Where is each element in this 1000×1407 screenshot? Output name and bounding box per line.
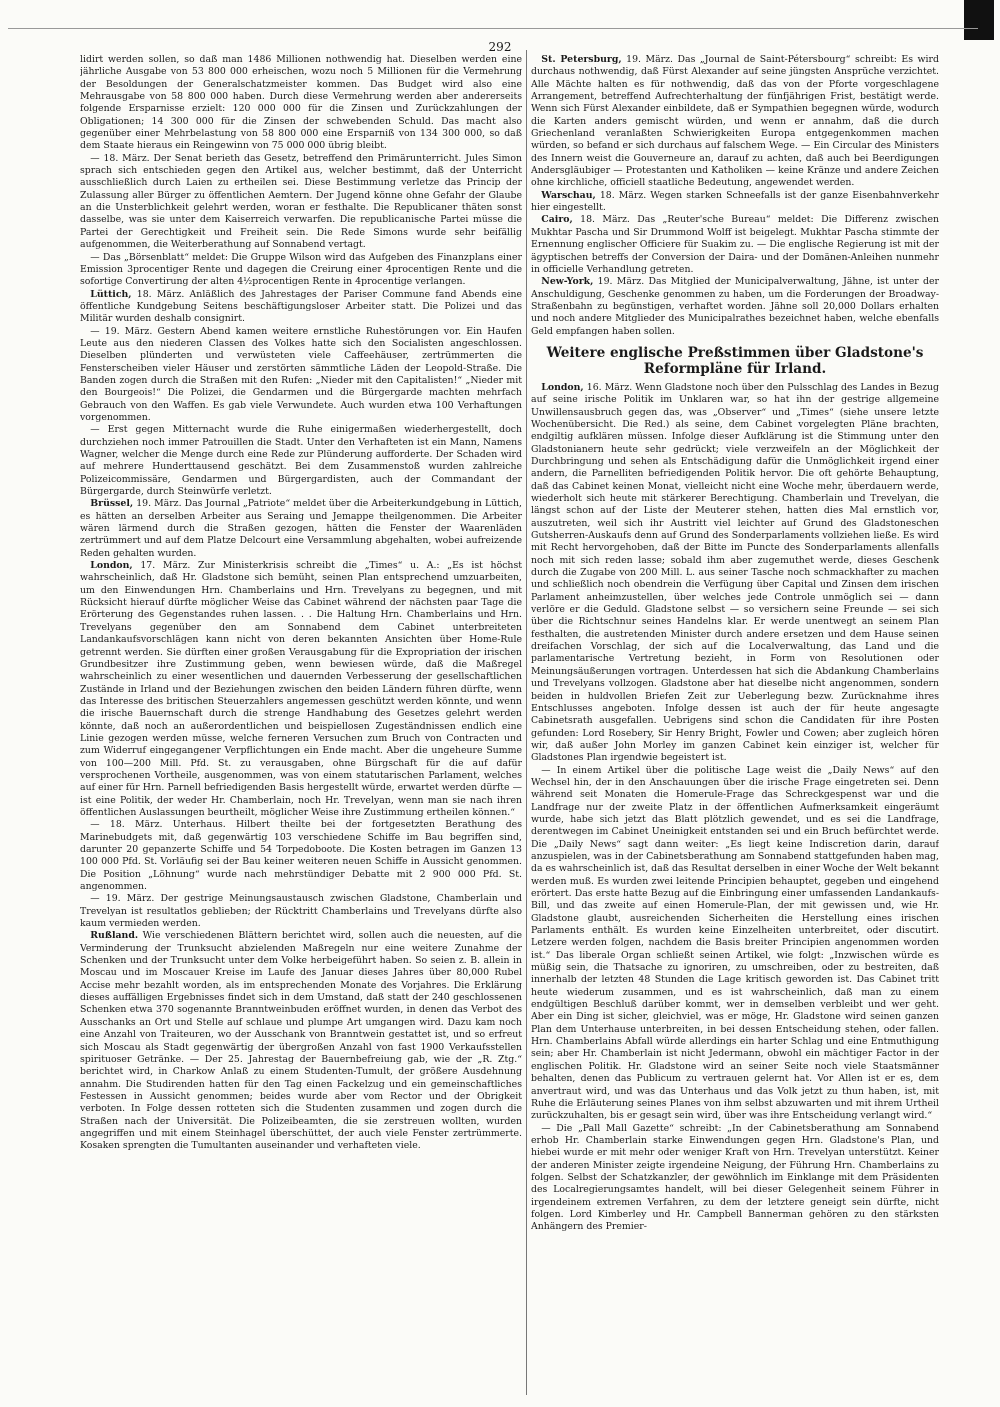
paragraph-text: — Erst gegen Mitternacht wurde die Ruhe einigermaßen wiederhergestellt, doch durchziehen noch immer Patrouillen die Stadt. Unter den Verhafteten ist ein Mann, Namens Wagner, welcher die Menge durch eine Rede zur Plünderung aufforderte. Der Schaden wird auf mehrere Hunderttausend geschätzt. Bei dem Zusammenstoß wurden zahlreiche Polizeicommissäre, Gendarmen und Bürgergardisten, auch der Commandant der Bürgergarde, durch Steinwürfe verletzt. [80,424,522,498]
paragraph-text: 18. März. Wegen starken Schneefalls ist der ganze Eisenbahnverkehr hier eingestellt. [531,189,939,214]
article-paragraph [80,54,522,153]
article-paragraph [531,1123,939,1234]
dateline: Cairo, [541,214,573,226]
paragraph-text: — 19. März. Der gestrige Meinungsaustausch zwischen Gladstone, Chamberlain und Trevelyan ist resultatlos geblieben; der Rücktritt Chamberlains und Trevelyans dürfte also kaum vermieden werden. [80,893,522,930]
dateline: Brüssel, [90,498,134,510]
page-number: 292 [488,40,512,54]
article-paragraph [531,190,939,215]
paragraph-text: 19. März. Das Journal „Patriote“ meldet über die Arbeiterkundgebung in Lüttich, es hätten an derselben Arbeiter aus Seraing und Jemappe theilgenommen. Die Arbeiter wären lärmend durch die Straßen gezogen, hätten die Fenster der Waarenläden zertrümmert und auf dem Platze Delcourt eine Versammlung abgehalten, wobei aufreizende Reden gehalten wurden. [80,498,522,559]
dateline: Warschau, [541,189,596,201]
paragraph-text: Wie verschiedenen Blättern berichtet wird, sollen auch die neuesten, auf die Verminderung der Trunksucht abzielenden Maßregeln nur eine weitere Zunahme der Schenken und der Trunksucht unter dem Volke herbeigeführt haben. So seien z. B. allein in Moscau und im Moscauer Kreise im Laufe des Januar dieses Jahres über 80,000 Rubel Accise mehr bezahlt worden, als im entsprechenden Monate des Vorjahres. Die Erklärung dieses auffälligen Ergebnisses findet sich in dem Umstand, daß statt der 240 geschlossenen Schenken etwa 370 sogenannte Branntweinbuden eröffnet wurden, in denen das Verbot des Ausschanks an Ort und Stelle auf schlaue und plumpe Art umgangen wird. Dazu kam noch eine Anzahl von Traiteuren, wo der Ausschank von Branntwein gestattet ist, und so erfreut sich Moscau als Stadt gegenwärtig der übergroßen Anzahl von fast 1900 Verkaufsstellen spirituoser Getränke. — Der 25. Jahrestag der Bauernbefreiung gab, wie der „R. Ztg.“ berichtet wird, in Charkow Anlaß zu einem Studenten-Tumult, der größere Ausdehnung annahm. Die Studirenden hatten für den Tag einen Fackelzug und ein gemeinschaftliches Festessen in Aussicht genommen; beides wurde aber vom Rector und der Obrigkeit verboten. In Folge dessen rotteten sich die Studenten zusammen und zogen durch die Straßen nach der Universität. Die Polizeibeamten, die sie zerstreuen wollten, wurden angegriffen und mit einem Steinhagel überschüttet, der auch viele Fenster zertrümmerte. Kosaken sprengten die Tumultanten auseinander und verhafteten viele. [80,930,522,1152]
article-paragraph [80,498,522,560]
left-column [80,54,522,1394]
paragraph-text: — In einem Artikel über die politische Lage weist die „Daily News“ auf den Wechsel hin, der in den Anschauungen über die irische Frage eingetreten sei. Denn während seit Monaten die Homerule-Frage das Schreckgespenst war und die Landfrage nur der zweite Platz in der öffentlichen Aufmerksamkeit eingeräumt wurde, habe sich jetzt das Blatt plötzlich gewendet, und es sei die Landfrage, derentwegen im Cabinet Uneinigkeit entstanden sei und ein Bruch befürchtet werde. Die „Daily News“ sagt dann weiter: „Es liegt keine Indiscretion darin, darauf anzuspielen, was in der Cabinetsberathung am Sonnabend stattgefunden haben mag, da es wahrscheinlich ist, daß das Resultat derselben in einer Woche der Welt bekannt werden muß. Es wurden zwei leitende Principien behauptet, gegeben und eingehend erörtert. Das erste hatte Bezug auf die Einbringung einer umfassenden Landankaufs-Bill, und das zweite auf einen Homerule-Plan, der mit gewissen und, wie Hr. Gladstone glaubt, ausreichenden Sicherheiten die Herstellung eines irischen Parlaments enthält. Es wurden keine Einzelheiten unterbreitet, oder discutirt. Letzere werden folgen, nachdem die Basis breiter Principien angenommen worden ist.“ Das liberale Organ schließt seinen Artikel, wie folgt: „Inzwischen würde es müßig sein, die Thatsache zu ignoriren, zu umschreiben, oder zu bestreiten, daß innerhalb der letzten 48 Stunden die Lage kritisch geworden ist. Das Cabinet tritt heute wiederum zusammen, und es ist wahrscheinlich, daß man zu einem endgültigen Beschluß darüber kommt, wer in demselben verbleibt und wer geht. Aber ein Ding ist sicher, gleichviel, was er möge, Hr. Gladstone wird seinen ganzen Plan dem Unterhause unterbreiten, in bei dessen Entscheidung stehen, oder fallen. Hrn. Chamberlains Abfall würde allerdings ein harter Schlag und eine Entmuthigung sein; aber Hr. Chamberlain ist nicht Jedermann, obwohl ein mächtiger Factor in der englischen Politik. Hr. Gladstone wird an seiner Seite noch viele Staatsmänner behalten, denen das Publicum zu vertrauen gelernt hat. Vor Allen ist er es, dem anvertraut wird, und was das Unterhaus und das Volk jetzt zu thun haben, ist, mit Ruhe die Erläuterung seines Planes von ihm selbst abzuwarten und mit ihrem Urtheil zurückzuhalten, bis er gesagt sein wird, über was ihre Entscheidung verlangt wird.“ [531,764,939,1122]
article-paragraph [80,819,522,893]
article-paragraph [80,930,522,1152]
paragraph-text: lidirt werden sollen, so daß man 1486 Millionen nothwendig hat. Dieselben werden eine jährliche Ausgabe von 53 800 000 erheischen, wozu noch 5 Millionen für die Vermehrung der Besoldungen der Generalschatzmeister kommen. Das Budget wird also eine Mehrausgabe von 58 800 000 haben. Durch diese Vermehrung werden aber andererseits folgende Ersparnisse erzielt: 120 000 000 für die Zinsen und Zurückzahlungen der Obligationen; 14 300 000 für die Zinsen der schwebenden Schuld. Das macht also gegenüber einer Mehrbelastung von 58 800 000 eine Ersparniß von 134 300 000, so daß dem Staate hieraus ein Reingewinn von 75 000 000 übrig bleibt. [80,54,522,152]
paragraph-text: — Die „Pall Mall Gazette“ schreibt: „In der Cabinetsberathung am Sonnabend erhob Hr. Chamberlain starke Einwendungen gegen Hrn. Gladstone's Plan, und hiebei wurde er mit mehr oder weniger Kraft von Hrn. Trevelyan unterstützt. Keiner der anderen Minister zeigte irgendeine Neigung, der Führung Hrn. Chamberlains zu folgen. Selbst der Schatzkanzler, der gewöhnlich im Einklange mit dem Präsidenten des Localregierungsamtes handelt, will bei dieser Gelegenheit seinem Führer in irgendeinem extremen Verfahren, zu dem der letztere geneigt sein dürfte, nicht folgen. Lord Kimberley und Hr. Campbell Bannerman gehören zu den stärksten Anhängern des Premier- [531,1122,939,1233]
dateline: London, [541,381,584,393]
right-column [531,54,939,1394]
section-heading: Weitere englische Preßstimmen über Gladstone's Reformpläne für Irland. [546,344,924,377]
paragraph-text: — Das „Börsenblatt“ meldet: Die Gruppe Wilson wird das Aufgeben des Finanzplans einer Emission 3procentiger Rente und dagegen die Creirung einer 4procentigen Rente und die sofortige Convertirung der alten 4½procentigen Rente in 4procentige verlangen. [80,251,522,288]
article-paragraph [531,214,939,276]
dateline: London, [90,560,133,572]
right-column-article [531,382,939,1234]
dateline: New-York, [541,276,594,288]
article-paragraph [531,54,939,190]
article-paragraph [80,326,522,425]
article-paragraph [531,382,939,765]
paragraph-text: 16. März. Wenn Gladstone noch über den Pulsschlag des Landes in Bezug auf seine irische Politik im Unklaren war, so hat ihn der gestrige allgemeine Unwillensausbruch gegen das, was „Observer“ und „Times“ (siehe unsere letzte Wochenübersicht. Die Red.) als seine, dem Cabinet vorgelegten Pläne brachten, endgiltig aufklären müssen. Infolge dieser Aufklärung ist die Stimmung unter den Gladstonianern heute sehr gedrückt; viele verzweifeln an der Möglichkeit der Durchbringung und sehen als Entschädigung dafür die Unmöglichkeit irgend einer andern, die Parnelliten befriedigenden Politik hervor. Die oft gehörte Behauptung, daß das Cabinet keinen Monat, vielleicht nicht eine Woche mehr, überdauern werde, wiederholt sich heute mit stärkerer Berechtigung. Chamberlain und Trevelyan, die längst schon auf der Liste der Meuterer stehen, hatten dies Mal ernstlich vor, auszutreten, weil sich ihr Austritt viel leichter auf Grund des Gladstoneschen Gutsherren-Auskaufs denn auf Grund des Sonderparlaments vollziehen ließe. Es wird mit Recht hervorgehoben, daß der Bitte im Puncte des Sonderparlaments allenfalls noch mit sich reden lasse; sobald ihm aber zugemuthet werde, dieses Geschenk durch die Zugabe von 200 Mill. L. aus seiner Tasche noch schmackhafter zu machen und schließlich noch obendrein die Verfügung über Capital und Zinsen dem irischen Parlament anheimzustellen, über welches jede Controle unmöglich sei — dann verlöre er die Geduld. Gladstone selbst — so versichern seine Freunde — sei sich über die Richtschnur seines Handelns klar. Er werde unentwegt an seinem Plan festhalten, die austretenden Minister durch andere ersetzen und dem Hause seinen dreifachen Vorschlag, der sich auf die Localverwaltung, das Land und die parlamentarische Vertretung bezieht, in Form von Resolutionen oder Meinungsäußerungen vortragen. Unterdessen hat sich die Abdankung Chamberlains und Trevelyans vollzogen. Gladstone aber hat dieselbe nicht angenommen, sondern beiden in huldvollen Briefen Zeit zur Ueberlegung bezw. Zurücknahme ihres Entschlusses angeboten. Infolge dessen ist auch der für heute angesagte Cabinetsrath ausgefallen. Uebrigens sind schon die Candidaten für ihre Posten gefunden: Lord Rosebery, Sir Henry Bright, Fowler und Cowen; aber zugleich hören wir, daß außer John Morley im ganzen Cabinet kein einziger ist, welcher für Gladstones Plan irgendwie begeistert ist. [531,381,939,764]
article-paragraph [80,252,522,289]
article-paragraph [80,424,522,498]
article-paragraph [531,276,939,338]
paragraph-text: 19. März. Das Mitglied der Municipalverwaltung, Jähne, ist unter der Anschuldigung, Geschenke genommen zu haben, um die Forderungen der Broadway-Straßenbahn zu begünstigen, verhaftet worden. Jähne soll 20,000 Dollars erhalten und noch andere Mitglieder des Municipalrathes bezeichnet haben, welche ebenfalls Geld empfangen haben sollen. [531,276,939,337]
paragraph-text: — 18. März. Der Senat berieth das Gesetz, betreffend den Primärunterricht. Jules Simon sprach sich entschieden gegen den Artikel aus, welcher bestimmt, daß der Unterricht ausschließlich durch Laien zu ertheilen sei. Diese Bestimmung verletze das Princip der Zulassung aller Bürger zu öffentlichen Aemtern. Der Jugend könne ohne Gefahr der Glaube an die Unsterblichkeit gelehrt werden, woran er festhalte. Die Republicaner thäten sonst dasselbe, was sie unter dem Kaiserreich verwarfen. Die republicanische Partei müsse die Partei der Gerechtigkeit und Freiheit sein. Die Rede Simons wurde sehr beifällig aufgenommen, die Weiterberathung auf Sonnabend vertagt. [80,152,522,251]
article-paragraph [80,893,522,930]
article-paragraph [80,153,522,252]
column-divider [526,50,527,1395]
article-paragraph [531,765,939,1123]
paragraph-text: 19. März. Das „Journal de Saint-Pétersbourg“ schreibt: Es wird durchaus nothwendig, daß Fürst Alexander auf seine jüngsten Ansprüche verzichtet. Alle Mächte halten es für nothwendig, daß das von der Pforte vorgeschlagene Arrangement, betreffend Aufrechterhaltung der fünfjährigen Frist, bestätigt werde. Wenn sich Fürst Alexander einbildete, daß er Sympathien begegnen würde, wodurch die Karten anders gemischt würden, und wenn er annahm, daß die durch Griechenland veranlaßten Schwierigkeiten Europa entgegenkommen machen würden, so befand er sich durchaus auf falschem Wege. — Ein Circular des Ministers des Innern weist die Gouverneure an, darauf zu achten, daß auch bei Beerdigungen Andersgläubiger — Protestanten und Katholiken — keine Kränze und andere Zeichen ohne kirchliche, officiell staatliche Bedeutung, angewendet werden. [531,54,939,189]
paragraph-text: — 18. März. Unterhaus. Hilbert theilte bei der fortgesetzten Berathung des Marinebudgets mit, daß gegenwärtig 103 verschiedene Schiffe im Bau begriffen sind, darunter 20 gepanzerte Schiffe und 54 Torpedoboote. Die Kosten betragen im Ganzen 13 100 000 Pfd. St. Vorläufig sei der Bau keiner weiteren neuen Schiffe in Aussicht genommen. Die Position „Löhnung“ wurde nach mehrstündiger Debatte mit 2 900 000 Pfd. St. angenommen. [80,819,522,893]
dateline: St. Petersburg, [541,54,622,65]
page-corner-mark [964,0,994,40]
top-rule [8,28,978,29]
right-column-news [531,54,939,338]
paragraph-text: 18. März. Anläßlich des Jahrestages der Pariser Commune fand Abends eine öffentliche Kundgebung Seitens beschäftigungsloser Arbeiter statt. Die Polizei und das Militär wurden deshalb consignirt. [80,288,522,325]
paragraph-text: — 19. März. Gestern Abend kamen weitere ernstliche Ruhestörungen vor. Ein Haufen Leute aus den niederen Classen des Volkes hatte sich den Socialisten angeschlossen. Dieselben plünderten und verwüsteten viele Caffeehäuser, zertrümmerten die Fensterscheiben vieler Häuser und zerstörten sämmtliche Läden der Leopold-Straße. Die Banden zogen durch die Straßen mit den Rufen: „Nieder mit den Capitalisten!“ „Nieder mit den Bourgeois!“ Die Polizei, die Gendarmen und die Bürgergarde machten mehrfach Gebrauch von den Waffen. Es gab viele Verwundete. Auch wurden etwa 100 Verhaftungen vorgenommen. [80,325,522,423]
paragraph-text: 18. März. Das „Reuter'sche Bureau“ meldet: Die Differenz zwischen Mukhtar Pascha und Sir Drummond Wolff ist beigelegt. Mukhtar Pascha stimmte der Ernennung englischer Officiere für Suakim zu. — Die englische Regierung ist mit der ägyptischen betreffs der Conversion der Daira- und der Domänen-Anleihen nunmehr in officielle Verhandlung getreten. [531,214,939,275]
paragraph-text: 17. März. Zur Ministerkrisis schreibt die „Times“ u. A.: „Es ist höchst wahrscheinlich, daß Hr. Gladstone sich bemüht, seinen Plan entsprechend umzuarbeiten, um den Einwendungen Hrn. Chamberlains und Hrn. Trevelyans zu begegnen, und mit Rücksicht hierauf dürfte möglicher Weise das Cabinet während der nächsten paar Tage die Erörterung des Gegenstandes ruhen lassen. . . Die Haltung Hrn. Chamberlains und Hrn. Trevelyans gegenüber den am Sonnabend dem Cabinet unterbreiteten Landankaufsvorschlägen kann nicht von deren bekannten Ansichten über Home-Rule getrennt werden. Sie dürften einer großen Verausgabung für die Expropriation der irischen Grundbesitzer ihre Zustimmung geben, wenn bewiesen würde, daß die Maßregel wahrscheinlich zu einer wesentlichen und dauernden Verbesserung der gesellschaftlichen Zustände in Irland und der Beziehungen zwischen den beiden Ländern führen dürfte, wenn das Interesse des britischen Steuerzahlers angemessen geschützt werden könnte, und wenn die irische Bauernschaft durch die strenge Handhabung des Gesetzes gelehrt werden könnte, daß noch an außerordentlichen und beispiellosen Zugeständnissen endlich eine Linie gezogen werden müsse, welche ferneren Versuchen zum Bruch von Contracten und zum Widerruf eingegangener Verpflichtungen ein Ende macht. Aber die ungeheure Summe von 100—200 Mill. Pfd. St. zu verausgaben, ohne Bürgschaft für die auf dafür versprochenen Vortheile, ausgenommen, was von einem statutarischen Parlament, welches auf einer für Hrn. Parnell befriedigenden Basis hergestellt würde, erwartet werden dürfte — ist eine Politik, der weder Hr. Chamberlain, noch Hr. Trevelyan, wenn man sie nach ihren öffentlichen Auslassungen beurtheilt, möglicher Weise ihre Zustimmung ertheilen können.“ [80,560,522,818]
dateline: Rußland. [90,930,139,942]
article-paragraph [80,560,522,819]
dateline: Lüttich, [90,288,132,300]
article-paragraph [80,289,522,326]
